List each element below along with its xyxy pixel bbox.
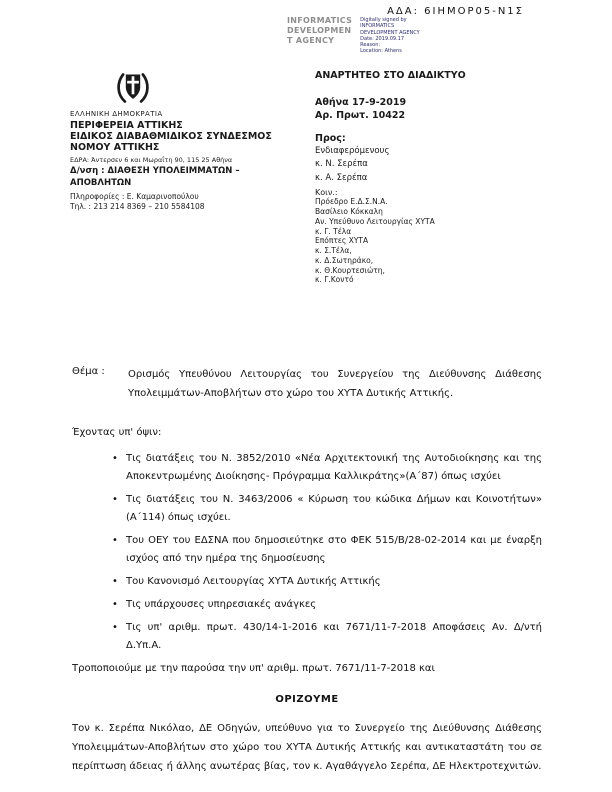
sender-department: ΑΠΟΒΛΗΤΩΝ bbox=[70, 178, 132, 189]
cc-recipient: Πρόεδρο Ε.Δ.Σ.Ν.Α. bbox=[315, 197, 388, 207]
stamp-detail-line: Location: Athens bbox=[360, 48, 402, 55]
legal-basis-list bbox=[72, 450, 542, 655]
protocol-number: Αρ. Πρωτ. 10422 bbox=[315, 110, 406, 121]
subject-text: Ορισμός Υπευθύνου Λειτουργίας του Συνεργείου της Διεύθυνσης Διάθεσης Υπολειμμάτων-Αποβλήτων στο χώρο του ΧΥΤΑ Δυτικής Αττικής. bbox=[128, 369, 542, 399]
having-regard: Έχοντας υπ' όψιν: bbox=[72, 427, 162, 438]
amendment-line: Τροποποιούμε με την παρούσα την υπ' αριθμ. πρωτ. 7671/11-7-2018 και bbox=[72, 663, 435, 674]
stamp-detail-line: Reason: bbox=[360, 42, 381, 48]
to-label: Προς: bbox=[315, 133, 346, 144]
stamp-detail-line: INFORMATICS bbox=[360, 23, 395, 30]
decision-heading: ΟΡΙΖΟΥΜΕ bbox=[275, 694, 339, 705]
sender-department: Δ/νση : ΔΙΑΘΕΣΗ ΥΠΟΛΕΙΜΜΑΤΩΝ – bbox=[70, 165, 240, 176]
subject-row bbox=[72, 366, 542, 403]
sender-organization: ΝΟΜΟΥ ΑΤΤΙΚΗΣ bbox=[70, 142, 160, 154]
hellenic-republic-emblem-icon bbox=[115, 70, 151, 106]
sender-address: ΕΔΡΑ: Άντερσεν 6 και Μωραΐτη 90, 115 25 Αθήνα bbox=[70, 155, 233, 164]
sender-region: ΠΕΡΙΦΕΡΕΙΑ ΑΤΤΙΚΗΣ bbox=[70, 120, 183, 131]
subject-label: Θέμα : bbox=[72, 366, 105, 377]
digital-signature-stamp bbox=[287, 16, 420, 55]
list-item: • Τις διατάξεις του Ν. 3852/2010 «Νέα Αρχιτεκτονική της Αυτοδιοίκησης και της Αποκεντρωμένης Διοίκησης- Πρόγραμμα Καλλικράτης»(Α΄87) όπως ισχύει bbox=[112, 450, 542, 486]
stamp-detail-line: DEVELOPMENT AGENCY bbox=[360, 29, 420, 36]
decision-paragraph: Τον κ. Σερέπα Νικόλαο, ΔΕ Οδηγών, υπεύθυνο για το Συνεργείο της Διεύθυνσης Διάθεσης Υπολειμμάτων-Αποβλήτων στο χώρο του ΧΥΤΑ Δυτικής Αττικής και αντικαταστάτη του σε περίπτωση άδειας ή άλλης ανωτέρας βίας, τον κ. Αγαθάγγελο Σερέπα, ΔΕ Ηλεκτροτεχνιτών. bbox=[72, 723, 542, 772]
cc-recipient: Βασίλειο Κόκκαλη bbox=[315, 207, 383, 217]
cc-recipient: Αν. Υπεύθυνο Λειτουργίας ΧΥΤΑ bbox=[315, 216, 435, 226]
publish-notice: ΑΝΑΡΤΗΤΕΟ ΣΤΟ ΔΙΑΔΙΚΤΥΟ bbox=[315, 70, 466, 81]
stamp-agency-line: DEVELOPMEN bbox=[287, 26, 352, 35]
recipient-block bbox=[315, 70, 550, 285]
document-date: Αθήνα 17-9-2019 bbox=[315, 97, 407, 108]
document-body bbox=[72, 366, 542, 776]
cc-label: Κοιν.: bbox=[315, 188, 338, 198]
cc-recipient: Επόπτες ΧΥΤΑ bbox=[315, 236, 369, 246]
stamp-agency-line: INFORMATICS bbox=[287, 16, 353, 25]
list-item: • Του ΟΕΥ του ΕΔΣΝΑ που δημοσιεύτηκε στο ΦΕΚ 515/Β/28-02-2014 και με έναρξη ισχύος από την ημέρα της δημοσίευσης bbox=[112, 532, 542, 568]
sender-republic: ΕΛΛΗΝΙΚΗ ΔΗΜΟΚΡΑΤΙΑ bbox=[70, 110, 163, 118]
sender-block bbox=[70, 70, 315, 211]
cc-recipient: κ. Δ.Σωτηράκο, bbox=[315, 255, 374, 265]
sender-contact: Πληροφορίες : Ε. Καμαρινοπούλου bbox=[70, 192, 199, 202]
stamp-detail-line: Digitally signed by bbox=[360, 17, 407, 23]
to-recipient: κ. Ν. Σερέπα bbox=[315, 159, 368, 170]
list-item: • Του Κανονισμό Λειτουργίας ΧΥΤΑ Δυτικής Αττικής bbox=[112, 573, 542, 591]
cc-recipient: κ. Σ.Τέλα, bbox=[315, 246, 352, 256]
stamp-agency-name bbox=[287, 16, 352, 46]
to-recipient: κ. Α. Σερέπα bbox=[315, 172, 368, 183]
cc-recipient: κ. Γ.Κοντό bbox=[315, 275, 354, 285]
cc-recipient: κ. Γ. Τέλα bbox=[315, 226, 352, 236]
sender-phone: Τηλ. : 213 214 8369 – 210 5584108 bbox=[70, 202, 205, 212]
sender-organization: ΕΙΔΙΚΟΣ ΔΙΑΒΑΘΜΙΔΙΚΟΣ ΣΥΝΔΕΣΜΟΣ bbox=[70, 131, 272, 142]
stamp-detail-line: Date: 2019.09.17 bbox=[360, 35, 405, 42]
cc-recipient: κ. Θ.Κουρτεσιώτη, bbox=[315, 265, 385, 275]
stamp-agency-line: T AGENCY bbox=[287, 36, 335, 45]
list-item: • Τις υπ' αριθμ. πρωτ. 430/14-1-2016 και 7671/11-7-2018 Αποφάσεις Αν. Δ/ντή Δ.Υπ.Α. bbox=[112, 619, 542, 655]
to-recipient: Ενδιαφερόμενους bbox=[315, 146, 390, 156]
list-item: • Τις υπάρχουσες υπηρεσιακές ανάγκες bbox=[112, 596, 542, 614]
ada-code: ΑΔΑ: 6ΙΗΜΟΡ05-Ν1Σ bbox=[387, 6, 524, 17]
list-item: • Τις διατάξεις του Ν. 3463/2006 « Κύρωση του κώδικα Δήμων και Κοινοτήτων» (Α΄114) όπως ισχύει. bbox=[112, 491, 542, 527]
stamp-signature-details bbox=[360, 16, 420, 55]
